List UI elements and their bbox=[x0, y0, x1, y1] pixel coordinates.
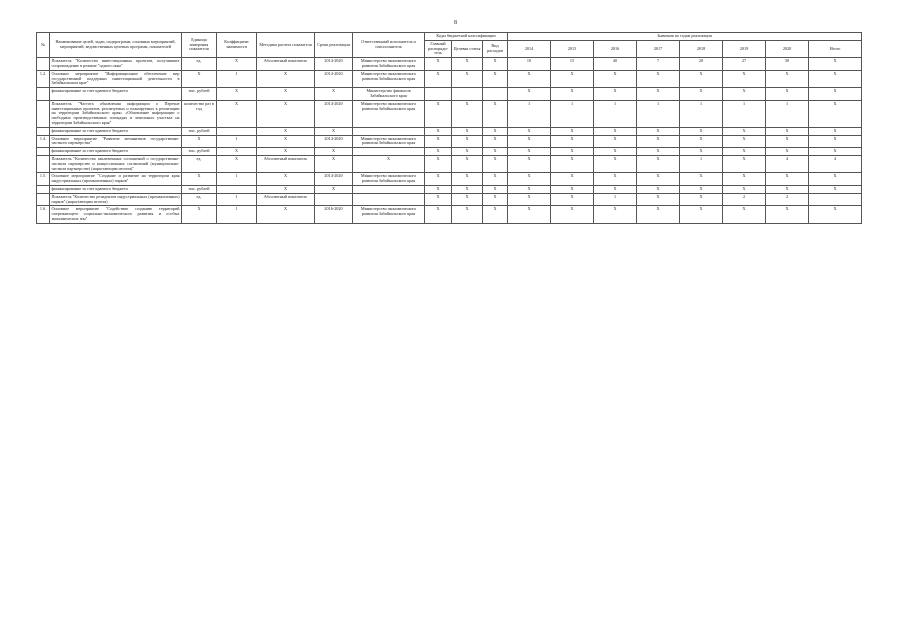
row-value: X bbox=[766, 148, 809, 156]
row-coef: 1 bbox=[217, 173, 257, 186]
header-kbk-group: Коды бюджетной классификации bbox=[425, 33, 508, 41]
row-number bbox=[37, 193, 50, 206]
row-st: X bbox=[452, 127, 483, 135]
row-coef: X bbox=[217, 155, 257, 172]
row-method: X bbox=[257, 185, 315, 193]
row-value: 20 bbox=[680, 58, 723, 71]
row-method: X bbox=[257, 70, 315, 87]
row-vr bbox=[483, 88, 508, 101]
row-resp bbox=[353, 148, 425, 156]
row-value: X bbox=[809, 185, 862, 193]
row-value: X bbox=[594, 70, 637, 87]
table-row bbox=[37, 173, 862, 186]
row-value: X bbox=[508, 206, 551, 223]
row-number bbox=[37, 148, 50, 156]
row-term: 2014-2020 bbox=[315, 58, 353, 71]
row-value: X bbox=[723, 206, 766, 223]
row-value: X bbox=[551, 148, 594, 156]
row-value: X bbox=[594, 127, 637, 135]
row-value: X bbox=[508, 185, 551, 193]
row-value: X bbox=[766, 70, 809, 87]
row-unit: тыс. рублей bbox=[182, 185, 217, 193]
row-value: X bbox=[637, 155, 680, 172]
row-value: 1 bbox=[508, 100, 551, 127]
row-number bbox=[37, 100, 50, 127]
row-value: X bbox=[508, 193, 551, 206]
row-st: X bbox=[452, 155, 483, 172]
row-value: X bbox=[809, 58, 862, 71]
row-value: X bbox=[723, 185, 766, 193]
row-number bbox=[37, 185, 50, 193]
row-method: X bbox=[257, 88, 315, 101]
row-method: Абсолютный показатель bbox=[257, 58, 315, 71]
row-resp bbox=[353, 127, 425, 135]
table-row bbox=[37, 70, 862, 87]
row-name: финансирование за счет краевого бюджета bbox=[50, 127, 182, 135]
row-term: 2014-2020 bbox=[315, 135, 353, 148]
header-term: Сроки реализации bbox=[315, 33, 353, 58]
header-resp: Ответственный исполнитель и соисполнитель bbox=[353, 33, 425, 58]
row-method: Абсолютный показатель bbox=[257, 155, 315, 172]
row-value: X bbox=[809, 135, 862, 148]
row-value: X bbox=[637, 185, 680, 193]
header-2017: 2017 bbox=[637, 40, 680, 57]
row-value: 1 bbox=[766, 100, 809, 127]
row-name: Основное мероприятие "Информационное обеспечение мер государственной поддержки инвестиционной деятельности в Забайкальском крае" bbox=[50, 70, 182, 87]
row-st bbox=[452, 88, 483, 101]
row-value: X bbox=[809, 206, 862, 223]
row-name: Показатель "Количество резидентов индустриальных (промышленных) парков" (нарастающим итогом) bbox=[50, 193, 182, 206]
row-value: X bbox=[551, 155, 594, 172]
row-name: Показатель "Количество инвестиционных проектов, получивших сопровождение в режиме "одного окна" bbox=[50, 58, 182, 71]
row-vr: X bbox=[483, 206, 508, 223]
row-value: X bbox=[594, 88, 637, 101]
row-st: X bbox=[452, 135, 483, 148]
row-unit: тыс. рублей bbox=[182, 127, 217, 135]
row-value: X bbox=[766, 185, 809, 193]
row-value: X bbox=[637, 88, 680, 101]
row-term bbox=[315, 193, 353, 206]
row-unit: тыс. рублей bbox=[182, 148, 217, 156]
table-row bbox=[37, 135, 862, 148]
row-value: X bbox=[809, 127, 862, 135]
header-2018: 2018 bbox=[680, 40, 723, 57]
row-vr: X bbox=[483, 148, 508, 156]
row-value: 15 bbox=[551, 58, 594, 71]
row-vr: X bbox=[483, 127, 508, 135]
row-value: X bbox=[637, 135, 680, 148]
row-value: X bbox=[508, 155, 551, 172]
row-value: 40 bbox=[594, 58, 637, 71]
row-value: X bbox=[723, 155, 766, 172]
row-coef: X bbox=[217, 148, 257, 156]
table-row bbox=[37, 206, 862, 223]
row-unit: ед. bbox=[182, 155, 217, 172]
row-resp: Министерство экономического развития Забайкальского края bbox=[353, 206, 425, 223]
header-gr: Главный распоряди-тель bbox=[425, 40, 452, 57]
row-value: X bbox=[723, 127, 766, 135]
row-number: 1.5. bbox=[37, 173, 50, 186]
header-vr: Вид расходов bbox=[483, 40, 508, 57]
row-gr: X bbox=[425, 100, 452, 127]
row-value: 1 bbox=[551, 100, 594, 127]
row-value: X bbox=[680, 127, 723, 135]
row-value: X bbox=[680, 135, 723, 148]
row-gr: X bbox=[425, 155, 452, 172]
row-value: 30 bbox=[766, 58, 809, 71]
row-number bbox=[37, 88, 50, 101]
row-value: X bbox=[508, 148, 551, 156]
header-2016: 2016 bbox=[594, 40, 637, 57]
row-number: 1.2. bbox=[37, 70, 50, 87]
row-resp: Министерство экономического развития Забайкальского края bbox=[353, 100, 425, 127]
header-2014: 2014 bbox=[508, 40, 551, 57]
table-row bbox=[37, 58, 862, 71]
row-value: X bbox=[508, 70, 551, 87]
header-coef: Коэффициент значимости bbox=[217, 33, 257, 58]
row-gr: X bbox=[425, 206, 452, 223]
row-value: 2 bbox=[723, 193, 766, 206]
row-number bbox=[37, 127, 50, 135]
header-name: Наименование целей, задач, подпрограмм, основных мероприятий, мероприятий, ведомственных целевых программ, показателей bbox=[50, 33, 182, 58]
row-gr: X bbox=[425, 135, 452, 148]
row-value: X bbox=[723, 173, 766, 186]
row-name: финансирование за счет краевого бюджета bbox=[50, 88, 182, 101]
row-name: Показатель "Количество заключенных соглашений о государственно-частном партнерстве и концессионных соглашений (муниципально-частном партнерстве) (нарастающим итогом)" bbox=[50, 155, 182, 172]
row-coef: 1 bbox=[217, 193, 257, 206]
row-value: X bbox=[594, 185, 637, 193]
header-2019: 2019 bbox=[723, 40, 766, 57]
row-value: X bbox=[680, 148, 723, 156]
row-value: X bbox=[809, 173, 862, 186]
row-value bbox=[809, 193, 862, 206]
table-row bbox=[37, 148, 862, 156]
row-st: X bbox=[452, 193, 483, 206]
table-row bbox=[37, 155, 862, 172]
row-value: X bbox=[508, 127, 551, 135]
row-value: X bbox=[551, 135, 594, 148]
table-row bbox=[37, 193, 862, 206]
row-st: X bbox=[452, 100, 483, 127]
row-value: X bbox=[508, 135, 551, 148]
row-value: X bbox=[723, 70, 766, 87]
row-st: X bbox=[452, 58, 483, 71]
row-value: 4 bbox=[766, 155, 809, 172]
row-method: Абсолютный показатель bbox=[257, 193, 315, 206]
row-value: 7 bbox=[637, 58, 680, 71]
row-value: X bbox=[766, 88, 809, 101]
row-value: X bbox=[637, 173, 680, 186]
row-st: X bbox=[452, 70, 483, 87]
row-coef: X bbox=[217, 58, 257, 71]
row-unit: ед. bbox=[182, 58, 217, 71]
row-value: X bbox=[594, 135, 637, 148]
row-term: X bbox=[315, 148, 353, 156]
row-vr: X bbox=[483, 135, 508, 148]
table-row bbox=[37, 185, 862, 193]
row-value: X bbox=[809, 70, 862, 87]
row-value: X bbox=[594, 148, 637, 156]
row-term: X bbox=[315, 185, 353, 193]
row-value: X bbox=[594, 173, 637, 186]
row-name: Основное мероприятие "Содействие созданию территорий опережающего социально-экономического развития и особых экономических зон" bbox=[50, 206, 182, 223]
row-gr: X bbox=[425, 185, 452, 193]
row-value: X bbox=[680, 88, 723, 101]
row-term: 2014-2020 bbox=[315, 100, 353, 127]
row-unit: тыс. рублей bbox=[182, 88, 217, 101]
row-unit: количество раз в год bbox=[182, 100, 217, 127]
row-value: X bbox=[766, 206, 809, 223]
row-gr: X bbox=[425, 127, 452, 135]
row-unit: X bbox=[182, 135, 217, 148]
table-row bbox=[37, 88, 862, 101]
table-row bbox=[37, 127, 862, 135]
row-gr: X bbox=[425, 193, 452, 206]
row-value: X bbox=[508, 88, 551, 101]
row-value: X bbox=[551, 127, 594, 135]
row-resp bbox=[353, 185, 425, 193]
row-number: 1.4. bbox=[37, 135, 50, 148]
row-vr: X bbox=[483, 185, 508, 193]
row-value: X bbox=[551, 206, 594, 223]
row-term: 2016-2020 bbox=[315, 206, 353, 223]
row-value: X bbox=[680, 173, 723, 186]
row-name: Основное мероприятие "Развитие механизмов государственно-частного партнерства" bbox=[50, 135, 182, 148]
row-value: 1 bbox=[594, 100, 637, 127]
row-resp bbox=[353, 193, 425, 206]
row-name: Показатель "Частота обновления информации о Перечне инвестиционных проектов, реализуемых и планируемых к реализации на территории Забайкальского края» «Обновление информации о свободных производственных площадях и земельных участках на территории Забайкальского края" bbox=[50, 100, 182, 127]
row-method: X bbox=[257, 173, 315, 186]
header-values-group: Значения по годам реализации bbox=[508, 33, 862, 41]
table-header bbox=[37, 33, 862, 58]
row-method: X bbox=[257, 148, 315, 156]
row-value: X bbox=[594, 206, 637, 223]
row-coef: 1 bbox=[217, 135, 257, 148]
row-st: X bbox=[452, 185, 483, 193]
row-coef: 1 bbox=[217, 70, 257, 87]
row-term: 2014-2020 bbox=[315, 70, 353, 87]
row-value: X bbox=[766, 127, 809, 135]
row-gr: X bbox=[425, 58, 452, 71]
program-table bbox=[36, 32, 862, 224]
row-unit: ед. bbox=[182, 193, 217, 206]
row-method: X bbox=[257, 206, 315, 223]
row-value: X bbox=[637, 70, 680, 87]
row-value: 1 bbox=[594, 193, 637, 206]
header-2015: 2015 bbox=[551, 40, 594, 57]
row-name: Основное мероприятие "Создание и развитие на территории края индустриальных (промышленных) парков" bbox=[50, 173, 182, 186]
row-value: X bbox=[766, 173, 809, 186]
row-value: X bbox=[680, 185, 723, 193]
row-st: X bbox=[452, 206, 483, 223]
row-value: X bbox=[809, 148, 862, 156]
page-number: 8 bbox=[454, 20, 457, 26]
row-value: X bbox=[809, 88, 862, 101]
row-value: 2 bbox=[766, 193, 809, 206]
row-vr: X bbox=[483, 100, 508, 127]
row-vr: X bbox=[483, 173, 508, 186]
row-coef: 1 bbox=[217, 206, 257, 223]
row-value: 1 bbox=[680, 155, 723, 172]
row-gr bbox=[425, 88, 452, 101]
row-value: X bbox=[723, 88, 766, 101]
row-method: X bbox=[257, 135, 315, 148]
row-value: X bbox=[680, 206, 723, 223]
row-term: X bbox=[315, 88, 353, 101]
row-coef: X bbox=[217, 88, 257, 101]
row-value: 1 bbox=[723, 100, 766, 127]
row-value: X bbox=[551, 88, 594, 101]
row-resp: X bbox=[353, 155, 425, 172]
row-value: 1 bbox=[637, 100, 680, 127]
row-method: X bbox=[257, 127, 315, 135]
row-coef bbox=[217, 185, 257, 193]
header-st: Целевая статья bbox=[452, 40, 483, 57]
row-unit: X bbox=[182, 173, 217, 186]
header-num: № bbox=[37, 33, 50, 58]
header-method: Методика расчета показателя bbox=[257, 33, 315, 58]
row-st: X bbox=[452, 173, 483, 186]
row-number bbox=[37, 58, 50, 71]
row-resp: Министерство экономического развития Забайкальского края bbox=[353, 70, 425, 87]
row-vr: X bbox=[483, 193, 508, 206]
row-value: 4 bbox=[809, 155, 862, 172]
row-value: X bbox=[637, 148, 680, 156]
row-number: 1.6. bbox=[37, 206, 50, 223]
row-vr: X bbox=[483, 155, 508, 172]
row-value: X bbox=[551, 185, 594, 193]
row-term: X bbox=[315, 127, 353, 135]
row-value: 10 bbox=[508, 58, 551, 71]
row-value: X bbox=[637, 193, 680, 206]
row-value: X bbox=[766, 135, 809, 148]
row-vr: X bbox=[483, 58, 508, 71]
row-value: X bbox=[723, 135, 766, 148]
row-unit: X bbox=[182, 70, 217, 87]
row-value: X bbox=[551, 173, 594, 186]
header-unit: Единица измерения показателя bbox=[182, 33, 217, 58]
row-value: X bbox=[680, 70, 723, 87]
row-name: финансирование за счет краевого бюджета bbox=[50, 185, 182, 193]
row-term: X bbox=[315, 155, 353, 172]
row-name: финансирование за счет краевого бюджета bbox=[50, 148, 182, 156]
row-value: X bbox=[637, 127, 680, 135]
row-value: X bbox=[723, 148, 766, 156]
row-number bbox=[37, 155, 50, 172]
row-gr: X bbox=[425, 148, 452, 156]
row-resp: Министерство финансов Забайкальского края bbox=[353, 88, 425, 101]
row-value: X bbox=[637, 206, 680, 223]
row-resp: Министерство экономического развития Забайкальского края bbox=[353, 135, 425, 148]
row-value: X bbox=[551, 70, 594, 87]
row-gr: X bbox=[425, 70, 452, 87]
row-value: X bbox=[680, 193, 723, 206]
row-resp: Министерство экономического развития Забайкальского края bbox=[353, 58, 425, 71]
row-coef bbox=[217, 127, 257, 135]
row-term: 2014-2020 bbox=[315, 173, 353, 186]
row-method: X bbox=[257, 100, 315, 127]
header-2020: 2020 bbox=[766, 40, 809, 57]
row-vr: X bbox=[483, 70, 508, 87]
row-value: 27 bbox=[723, 58, 766, 71]
row-gr: X bbox=[425, 173, 452, 186]
row-value: X bbox=[594, 155, 637, 172]
header-total: Итого bbox=[809, 40, 862, 57]
row-value: X bbox=[551, 193, 594, 206]
row-coef: X bbox=[217, 100, 257, 127]
row-value: 1 bbox=[680, 100, 723, 127]
row-value: X bbox=[809, 100, 862, 127]
row-st: X bbox=[452, 148, 483, 156]
row-resp: Министерство экономического развития Забайкальского края bbox=[353, 173, 425, 186]
table-row bbox=[37, 100, 862, 127]
row-value: X bbox=[508, 173, 551, 186]
table-body bbox=[37, 58, 862, 224]
row-unit: X bbox=[182, 206, 217, 223]
